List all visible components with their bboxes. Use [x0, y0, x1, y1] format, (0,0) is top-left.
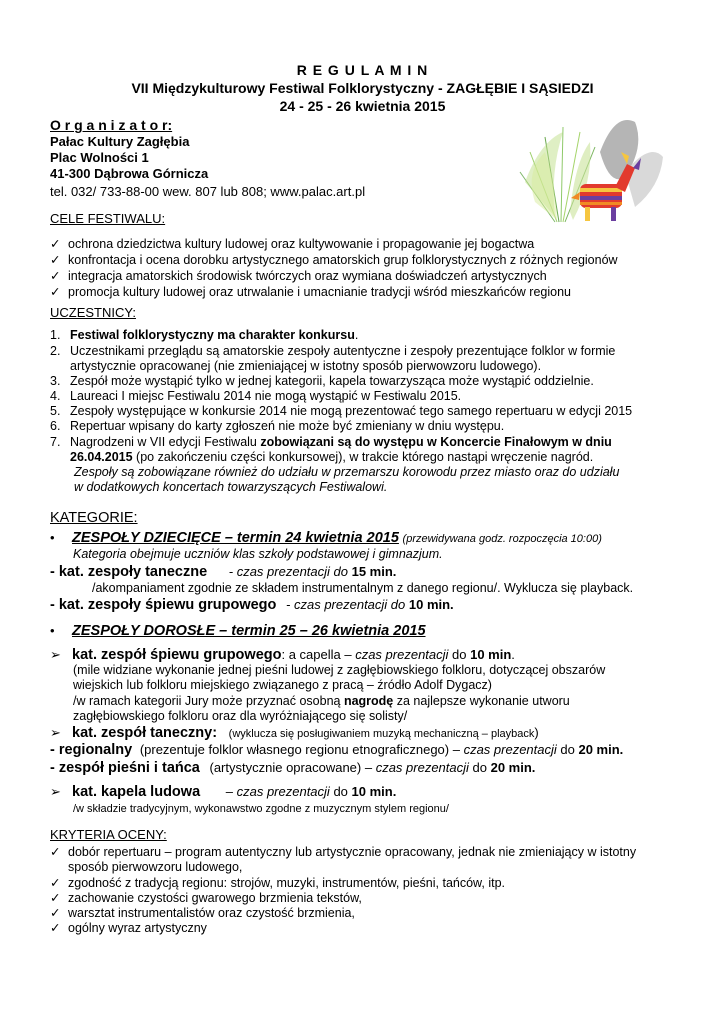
rule-text: Zespół może wystąpić tylko w jednej kategorii, kapela towarzysząca może wystąpić oddzielnie.	[70, 374, 594, 388]
adults-choir-note: zagłębiowskiego folkloru oraz dla wyróżniającego się solisty/	[73, 709, 408, 723]
document-title: R E G U L A M I N	[296, 62, 429, 78]
regional-subcategory	[50, 742, 623, 758]
festival-dates: 24 - 25 - 26 kwietnia 2015	[279, 98, 446, 114]
category-label: - regionalny	[50, 742, 133, 758]
checkmark-icon: ✓	[50, 269, 61, 283]
children-choir-category	[50, 597, 454, 613]
participant-rule-cont	[70, 450, 593, 465]
category-note: )	[534, 725, 539, 740]
category-note: (artystycznie opracowane) –	[209, 760, 376, 775]
children-dance-category	[50, 564, 396, 580]
children-category-desc: Kategoria obejmuje uczniów klas szkoły podstawowej i gimnazjum.	[73, 547, 443, 561]
checkmark-icon: ✓	[50, 845, 61, 859]
criteria-item	[50, 891, 362, 906]
bullet-icon: •	[50, 530, 55, 545]
participant-rule	[50, 344, 615, 359]
rule-text: .	[354, 328, 359, 342]
checkmark-icon: ✓	[50, 285, 61, 299]
category-text: : a capella –	[281, 647, 356, 662]
adults-category	[50, 623, 426, 639]
criteria-item-cont: sposób pierwowzoru ludowego,	[68, 860, 243, 874]
adults-choir-note: (mile widziane wykonanie jednej pieśni ludowej z zagłębiowskiego folkloru, dotyczącej obszarów	[73, 663, 606, 677]
category-label: - kat. zespoły śpiewu grupowego	[50, 597, 277, 613]
category-time: – czas prezentacji	[225, 784, 330, 799]
category-label: - kat. zespoły taneczne	[50, 564, 208, 580]
participant-rule-cont: w dodatkowych koncertach towarzyszących Festiwalowi.	[74, 480, 388, 494]
folk-band-note: /w składzie tradycyjnym, wykonawstwo zgodne z muzycznym stylem regionu/	[73, 803, 449, 815]
note-text: za najlepsze wykonanie utworu	[393, 694, 570, 708]
rule-text: Laureaci I miejsc Festiwalu 2014 nie mogą wystąpić w Festiwalu 2015.	[70, 389, 462, 403]
category-text: do	[468, 760, 491, 775]
rule-text: Festiwal folklorystyczny ma charakter konkursu	[70, 328, 355, 342]
rule-number: 1.	[50, 328, 61, 342]
folk-band-category	[50, 784, 396, 800]
participant-rule	[50, 419, 504, 434]
criteria-text: dobór repertuaru – program autentyczny lub artystycznie opracowany, jednak nie zmieniający w istotny	[68, 845, 637, 859]
checkmark-icon: ✓	[50, 253, 61, 267]
rule-number: 7.	[50, 435, 61, 449]
category-time: czas prezentacji	[463, 742, 557, 757]
rule-number: 2.	[50, 344, 61, 358]
song-dance-subcategory	[50, 760, 535, 776]
participants-heading: UCZESTNICY:	[50, 305, 136, 320]
category-time: czas prezentacji	[355, 647, 449, 662]
category-label: kat. kapela ludowa	[72, 784, 201, 800]
checkmark-icon: ✓	[50, 921, 61, 935]
participant-rule	[50, 374, 594, 389]
participant-rule	[50, 435, 612, 450]
goal-item	[50, 285, 571, 300]
adults-category-title: ZESPOŁY DOROSŁE – termin 25 – 26 kwietnia 2015	[72, 623, 426, 639]
arrow-bullet-icon: ➢	[50, 784, 61, 799]
organizer-name: Pałac Kultury Zagłębia	[50, 134, 190, 149]
note-text: /w ramach kategorii Jury może przyznać osobną	[73, 694, 344, 708]
checkmark-icon: ✓	[50, 906, 61, 920]
goal-text: promocja kultury ludowej oraz utrwalanie i umacnianie tradycji wśród mieszkańców regionu	[68, 285, 572, 299]
participant-rule	[50, 328, 358, 343]
goal-text: ochrona dziedzictwa kultury ludowej oraz kultywowanie i propagowanie jej bogactwa	[68, 237, 535, 251]
goal-item	[50, 253, 618, 268]
adults-dance-category	[50, 725, 539, 741]
category-note: (prezentuje folklor własnego regionu etnograficznego) –	[139, 742, 464, 757]
participant-rule	[50, 389, 461, 404]
children-start-time: (przewidywana godz. rozpoczęcia 10:00)	[402, 533, 602, 545]
category-text: do	[329, 784, 352, 799]
criteria-text: zachowanie czystości gwarowego brzmienia tekstów,	[68, 891, 362, 905]
participant-rule-cont: artystycznie opracowanej (nie zmieniającej w istotny sposób pierwowzoru ludowego).	[70, 359, 542, 373]
criteria-item	[50, 845, 636, 860]
organizer-street: Plac Wolności 1	[50, 150, 149, 165]
criteria-heading: KRYTERIA OCENY:	[50, 827, 167, 842]
category-time-value: 20 min.	[578, 742, 624, 757]
rule-text: Zespoły występujące w konkursie 2014 nie mogą prezentować tego samego repertuaru w edycji 2015	[70, 404, 633, 418]
organizer-heading: O r g a n i z a t o r:	[50, 117, 173, 133]
checkmark-icon: ✓	[50, 876, 61, 890]
category-note: (wyklucza się posługiwaniem muzyką mechaniczną – playback	[228, 728, 535, 740]
criteria-text: warsztat instrumentalistów oraz czystość brzmienia,	[68, 906, 355, 920]
goal-item	[50, 269, 547, 284]
rule-number: 4.	[50, 389, 61, 403]
category-label: kat. zespół śpiewu grupowego	[72, 647, 282, 663]
category-time-value: 10 min	[470, 647, 512, 662]
organizer-contact: tel. 032/ 733-88-00 wew. 807 lub 808; www.palac.art.pl	[50, 184, 366, 199]
criteria-text: zgodność z tradycją regionu: strojów, muzyki, instrumentów, pieśni, tańców, itp.	[68, 876, 506, 890]
category-time: - czas prezentacji do	[286, 597, 409, 612]
final-concert-date: 26.04.2015	[70, 450, 133, 464]
rule-text: Nagrodzeni w VII edycji Festiwalu	[70, 435, 261, 449]
rule-text-bold: zobowiązani są do występu w Koncercie Finałowym w dniu	[260, 435, 612, 449]
checkmark-icon: ✓	[50, 891, 61, 905]
category-text: .	[511, 647, 515, 662]
arrow-bullet-icon: ➢	[50, 725, 61, 740]
participant-rule-cont: Zespoły są zobowiązane również do udziału w przemarszu korowodu przez miasto oraz do udziału	[74, 465, 620, 479]
adults-choir-category	[50, 647, 515, 663]
category-label: kat. zespół taneczny:	[72, 725, 218, 741]
category-time-value: 20 min.	[490, 760, 536, 775]
rule-number: 5.	[50, 404, 61, 418]
adults-choir-note: wiejskich lub folkloru miejskiego związanego z pracą – źródło Adolf Dygacz)	[73, 678, 492, 692]
children-category	[50, 530, 602, 546]
arrow-bullet-icon: ➢	[50, 647, 61, 662]
festival-name: VII Międzykulturowy Festiwal Folklorystyczny - ZAGŁĘBIE I SĄSIEDZI	[131, 80, 594, 96]
note-text-bold: nagrodę	[343, 694, 394, 708]
rule-number: 3.	[50, 374, 61, 388]
participant-rule	[50, 404, 632, 419]
organizer-city: 41-300 Dąbrowa Górnicza	[50, 166, 209, 181]
category-time-value: 10 min.	[351, 784, 397, 799]
festival-logo-illustration	[515, 112, 665, 252]
category-time-value: 10 min.	[408, 597, 454, 612]
rule-number: 6.	[50, 419, 61, 433]
leaf-fan-icon	[520, 127, 595, 222]
categories-heading: KATEGORIE:	[50, 510, 138, 526]
rule-text: (po zakończeniu części konkursowej), w trakcie którego nastąpi wręczenie nagród.	[132, 450, 594, 464]
criteria-item	[50, 906, 355, 921]
category-time: czas prezentacji	[375, 760, 469, 775]
goal-text: konfrontacja i ocena dorobku artystycznego amatorskich grup folklorystycznych z różnych regionów	[68, 253, 618, 267]
bullet-icon: •	[50, 623, 55, 638]
category-label: - zespół pieśni i tańca	[50, 760, 200, 776]
children-dance-note: /akompaniament zgodnie ze składem instrumentalnym z danego regionu/. Wyklucza się playback.	[92, 581, 634, 595]
rule-text: Repertuar wpisany do karty zgłoszeń nie może być zmieniany w dniu występu.	[70, 419, 505, 433]
goal-text: integracja amatorskich środowisk twórczych oraz wymiana doświadczeń artystycznych	[68, 269, 547, 283]
goal-item	[50, 237, 534, 252]
goals-heading: CELE FESTIWALU:	[50, 211, 166, 226]
adults-choir-note	[73, 694, 570, 709]
category-text: do	[448, 647, 471, 662]
rule-text: Uczestnikami przeglądu są amatorskie zespoły autentyczne i zespoły prezentujące folklor w formie	[70, 344, 616, 358]
criteria-item	[50, 921, 207, 936]
criteria-text: ogólny wyraz artystyczny	[68, 921, 207, 935]
criteria-item	[50, 876, 505, 891]
category-text: do	[556, 742, 579, 757]
checkmark-icon: ✓	[50, 237, 61, 251]
children-category-title: ZESPOŁY DZIECIĘCE – termin 24 kwietnia 2015	[72, 530, 399, 546]
category-time-value: 15 min.	[351, 564, 397, 579]
category-time: - czas prezentacji do	[228, 564, 352, 579]
